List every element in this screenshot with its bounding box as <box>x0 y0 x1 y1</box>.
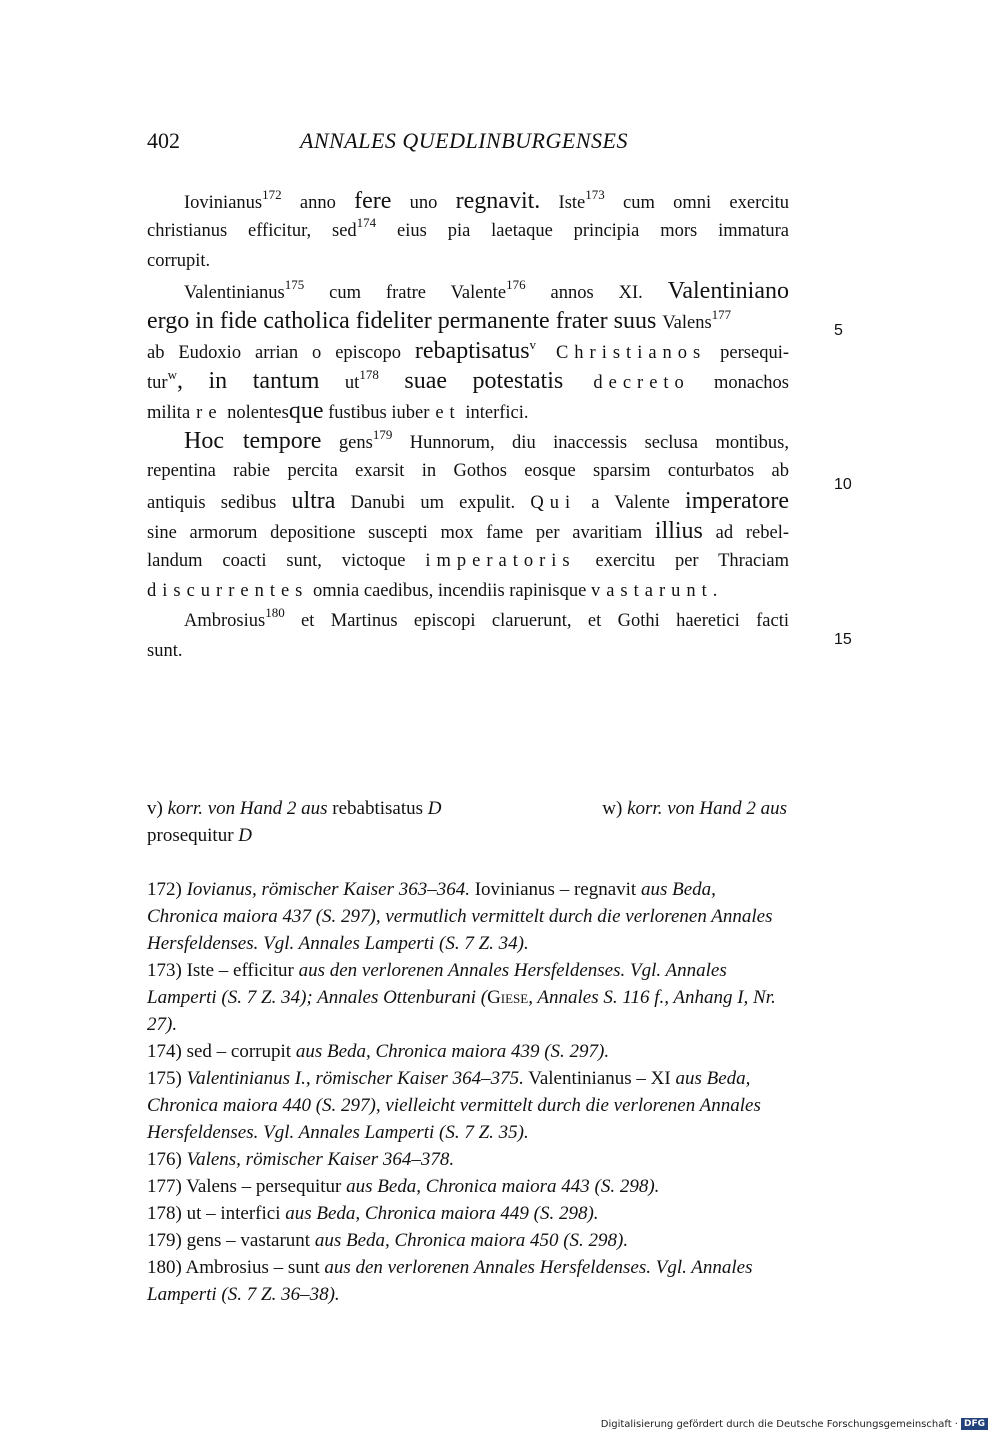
text: suae potestatis <box>378 368 564 394</box>
text: Ambrosius <box>184 611 266 631</box>
text: imperatore <box>685 488 789 514</box>
text: Christianos <box>536 343 707 363</box>
text: imperatoris <box>425 551 576 571</box>
text: milit <box>147 403 182 423</box>
footnote-number: 176) <box>147 1149 187 1170</box>
text-line <box>147 396 789 426</box>
footnote-number: 175) <box>147 1068 187 1089</box>
footnote-176 <box>147 1146 789 1173</box>
footnote-179 <box>147 1227 789 1254</box>
dfg-logo: DFG <box>961 1418 988 1430</box>
footnote-172 <box>147 876 789 957</box>
text-line <box>147 216 789 246</box>
text-line <box>147 546 789 576</box>
text: aus Beda, Chronica maiora 449 (S. 298). <box>285 1203 599 1224</box>
text: Iste <box>540 193 586 213</box>
text: korr. von Hand 2 aus <box>167 798 328 819</box>
footnote-178 <box>147 1200 789 1227</box>
text: vastarunt. <box>590 581 724 601</box>
text: , Annales S. 116 f., Anhang I, Nr. 27). <box>147 987 776 1035</box>
text-line <box>147 276 789 306</box>
footnote-number: 177) <box>147 1176 187 1197</box>
footnote-180 <box>147 1254 789 1308</box>
footnotes <box>147 876 789 1308</box>
text: Valens – persequitur <box>186 1176 347 1197</box>
footnote-number: 173) <box>147 960 187 981</box>
footnote-ref: 176 <box>506 277 526 292</box>
footnote-ref: 180 <box>265 605 285 620</box>
text-line <box>147 636 789 666</box>
apparatus-label: v) <box>147 798 168 819</box>
text: interfici. <box>460 403 529 423</box>
text: nolentes <box>222 403 289 423</box>
footnote-ref: 177 <box>711 307 732 322</box>
text: aus Beda, Chronica maiora 450 (S. 298). <box>314 1230 629 1251</box>
text: exercitu per Thraciam <box>575 551 789 571</box>
text-line <box>147 336 789 366</box>
text-line <box>147 576 789 606</box>
text: antiquis sedibus <box>147 493 292 513</box>
text: aus Beda, Chronica maiora 439 (S. 297). <box>295 1041 610 1062</box>
text: ab Eudoxio arrian o episcopo <box>147 343 415 363</box>
text: fere <box>354 188 392 214</box>
text: monachos <box>689 373 789 393</box>
text: ut – interfici <box>186 1203 286 1224</box>
footnote-number: 178) <box>147 1203 187 1224</box>
apparatus-label: w) <box>602 798 628 819</box>
text: Hunnorum, diu inaccessis seclusa montibus, <box>392 433 789 453</box>
text: uno <box>391 193 456 213</box>
main-text <box>147 186 789 666</box>
running-title: ANNALES QUEDLINBURGENSES <box>300 128 628 153</box>
text: aus Beda, Chronica maiora 440 (S. 297), vielleicht vermittelt durch die verlorenen Annales Hersfeldenses. Vgl. Annales Lamperti (S. 7 Z. 35). <box>147 1068 761 1143</box>
text-line <box>147 486 789 516</box>
text-line <box>147 516 789 546</box>
text: Valentinianus I., römischer Kaiser 364–375. <box>186 1068 524 1089</box>
text: ultra <box>291 488 336 514</box>
text-line <box>147 606 789 636</box>
text: expulit. <box>443 493 531 513</box>
text: aus Beda, Chronica maiora 443 (S. 298). <box>346 1176 660 1197</box>
text: um <box>420 493 444 513</box>
footnote-174 <box>147 1038 789 1065</box>
text-line <box>147 306 789 336</box>
apparatus-line <box>147 822 787 849</box>
line-number-15: 15 <box>834 631 852 648</box>
text: annos XI. <box>525 283 668 303</box>
digitization-footer <box>601 1418 988 1430</box>
text: christianus efficitur, sed <box>147 221 357 241</box>
text: gens <box>321 433 373 453</box>
text: aus den verlorenen Annales Hersfeldenses. Vgl. Annales Lamperti (S. 7 Z. 36–38). <box>147 1257 753 1305</box>
footnote-number: 174) <box>147 1041 187 1062</box>
footnote-ref: 172 <box>262 187 282 202</box>
text: Iovianus, römischer Kaiser 363–364. <box>186 879 470 900</box>
text: tur <box>147 373 168 393</box>
text: sine armorum depositione suscepti mox fame per avaritiam <box>147 523 655 543</box>
text: anno <box>281 193 355 213</box>
footnote-number: 179) <box>147 1230 187 1251</box>
text: ad rebel- <box>702 523 789 543</box>
footnote-ref: 179 <box>372 427 393 442</box>
text: aus Beda, Chronica maiora 437 (S. 297), vermutlich vermittelt durch die verlorenen Annales Hersfeldenses. Vgl. Annales Lamperti (S. 7 Z. 34). <box>147 879 773 954</box>
text-line <box>147 246 789 276</box>
siglum: D <box>238 825 253 846</box>
text: regnavit. <box>455 188 541 214</box>
text: ret <box>423 403 461 423</box>
text: prosequitur <box>147 825 239 846</box>
text: Valentinianus <box>184 283 285 303</box>
footnote-173 <box>147 957 789 1038</box>
text: ut <box>344 373 360 393</box>
text-line <box>147 456 789 486</box>
text: Hoc tempore <box>184 428 322 454</box>
text: cum omni exercitu <box>604 193 789 213</box>
text: are <box>181 403 223 423</box>
footnote-number: 172) <box>147 879 187 900</box>
text: corrupit. <box>147 251 211 271</box>
text: Ambrosius – sunt <box>185 1257 325 1278</box>
text: sed – corrupit <box>186 1041 296 1062</box>
text: landum coacti sunt, victoque <box>147 551 426 571</box>
footnote-ref: 175 <box>284 277 305 292</box>
text: Valentinianus – XI <box>523 1068 676 1089</box>
text: Iovinianus – regnavit <box>469 879 641 900</box>
text: Iovinianus <box>184 193 263 213</box>
text: illius <box>654 518 703 544</box>
text: repentina rabie percita exarsit in Gothos eosque sparsim conturbatos ab <box>147 461 789 481</box>
apparatus-ref: w <box>167 367 177 382</box>
text: aus den verlorenen Annales Hersfeldenses. Vgl. Annales Lamperti (S. 7 Z. 34); Annales Ottenburani ( <box>147 960 727 1008</box>
text: , in tantum <box>176 368 345 394</box>
page-number: 402 <box>147 128 180 153</box>
text-line <box>147 186 789 216</box>
text: rebaptisatus <box>414 338 530 364</box>
footnote-number: 180) <box>147 1257 186 1278</box>
author-name: Giese <box>487 987 529 1008</box>
text: persequi- <box>706 343 790 363</box>
text: Valens <box>662 313 712 333</box>
footnote-ref: 174 <box>356 215 377 230</box>
text: rebabtisatus <box>327 798 428 819</box>
text: fustibus iube <box>323 403 424 423</box>
apparatus-entry-w <box>602 795 787 822</box>
siglum: D <box>427 798 442 819</box>
line-number-5: 5 <box>834 322 843 339</box>
text-line <box>147 366 789 396</box>
apparatus-line <box>147 795 787 822</box>
footnote-177 <box>147 1173 789 1200</box>
text: Danubi <box>335 493 421 513</box>
text: Valentiniano <box>667 278 789 304</box>
apparatus-entry-v <box>147 795 442 822</box>
text: Qui <box>530 493 577 513</box>
apparatus-ref: v <box>529 337 537 352</box>
funding-notice: Digitalisierung gefördert durch die Deutsche Forschungsgemeinschaft · <box>600 1418 958 1430</box>
footnote-175 <box>147 1065 789 1146</box>
text: gens – vastarunt <box>186 1230 315 1251</box>
text: et Martinus episcopi claruerunt, et Gothi haeretici facti <box>284 611 789 631</box>
text-line <box>147 426 789 456</box>
text: Iste – efficitur <box>186 960 299 981</box>
text: sunt. <box>147 641 183 661</box>
footnote-ref: 173 <box>585 187 605 202</box>
text: ergo in fide catholica fideliter permanente frater suus <box>147 308 663 334</box>
critical-apparatus <box>147 795 787 849</box>
text: discurrentes <box>147 581 309 601</box>
line-number-10: 10 <box>834 476 852 493</box>
text: que <box>288 398 324 424</box>
footnote-ref: 178 <box>359 367 379 382</box>
text: Valens, römischer Kaiser 364–378. <box>186 1149 455 1170</box>
text: korr. von Hand 2 aus <box>627 798 787 819</box>
text: a Valente <box>576 493 686 513</box>
text: cum fratre Valente <box>304 283 507 303</box>
text: omnia caedibus, incendiis rapinisque <box>308 581 591 601</box>
text: decreto <box>563 373 690 393</box>
text: eius pia laetaque principia mors immatura <box>376 221 790 241</box>
